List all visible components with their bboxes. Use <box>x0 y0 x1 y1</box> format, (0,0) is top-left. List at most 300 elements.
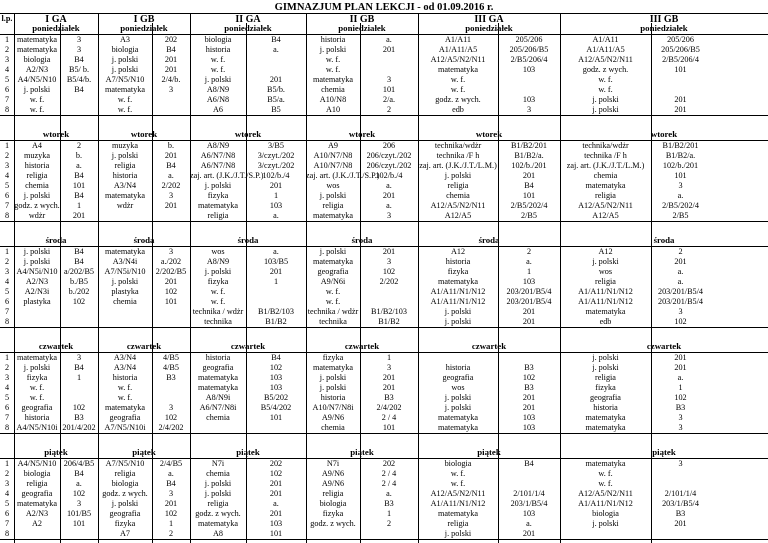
lesson-number: 2 <box>4 257 10 266</box>
room-cell: 201 <box>269 267 283 276</box>
room-cell: B1/B2/a. <box>665 151 696 160</box>
subject-cell: matematyka <box>312 75 353 84</box>
lesson-number: 1 <box>4 459 10 468</box>
subject-cell: religia <box>447 519 469 528</box>
day-label: poniedziałek <box>640 23 688 33</box>
subject-cell: j. polski <box>444 403 472 412</box>
subject-cell: j. polski <box>204 489 232 498</box>
subject-cell: A7/N5/N10 <box>105 75 145 84</box>
subject-cell: A4/N5/N10i <box>16 423 58 432</box>
subject-cell: technika <box>204 317 232 326</box>
subject-cell: j. polski <box>444 529 472 538</box>
room-cell: a. <box>76 161 82 170</box>
subject-cell: w. f. <box>117 95 133 104</box>
room-cell: 101 <box>72 181 86 190</box>
subject-cell: biologia <box>23 469 51 478</box>
subject-cell: j. polski <box>444 317 472 326</box>
subject-cell: A12 <box>450 247 466 256</box>
lesson-number: 4 <box>4 171 10 180</box>
subject-cell: wos <box>326 181 340 190</box>
subject-cell: chemia <box>321 85 345 94</box>
subject-cell: matematyka <box>312 363 353 372</box>
subject-cell: A1/A11/N1/N12 <box>578 297 633 306</box>
subject-cell: A1/A11 <box>592 35 619 44</box>
lesson-number: 5 <box>4 499 10 508</box>
subject-cell: A9 <box>327 141 338 150</box>
subject-cell: A3/N4i <box>112 257 138 266</box>
subject-cell: zaj. art. (J.K./J.T./L.M.) <box>566 161 645 170</box>
subject-cell: j. polski <box>592 519 619 528</box>
subject-cell: w. f. <box>117 393 133 402</box>
room-cell: B4 <box>74 247 84 256</box>
subject-cell: matematyka <box>437 65 478 74</box>
subject-cell: matematyka <box>16 45 57 54</box>
subject-cell: matematyka <box>585 413 626 422</box>
subject-cell: w. f. <box>325 65 341 74</box>
subject-cell: A2/N3 <box>25 277 49 286</box>
day-label: poniedziałek <box>338 23 386 33</box>
room-cell: 201 <box>382 191 396 200</box>
class-header: II GB <box>349 14 375 25</box>
subject-cell: historia <box>445 363 471 372</box>
room-cell: 102/b./4 <box>375 171 403 180</box>
room-cell: 3/czyt./202 <box>257 161 295 170</box>
room-cell: 201 <box>269 181 283 190</box>
room-cell: a. <box>677 191 684 200</box>
room-cell: 102 <box>72 297 86 306</box>
class-header: III GA <box>474 14 504 25</box>
subject-cell: religia <box>114 469 136 478</box>
room-cell: 103 <box>269 201 283 210</box>
room-cell: 1 <box>168 519 174 528</box>
subject-cell: fizyka <box>447 267 469 276</box>
day-bottom-rule <box>0 539 768 540</box>
room-cell: B1/B2/201 <box>662 141 699 150</box>
subject-cell: A10/N8 <box>319 95 347 104</box>
subject-cell: j. polski <box>592 257 619 266</box>
subject-cell: religia <box>595 373 616 382</box>
subject-cell: matematyka <box>16 353 57 362</box>
subject-cell: wos <box>598 267 613 276</box>
subject-cell: A10/N7/N8i <box>312 403 354 412</box>
room-cell: B1/B2 <box>265 317 287 326</box>
room-cell: B4 <box>166 479 176 488</box>
room-cell: 2 / 4 <box>381 413 397 422</box>
room-cell: 1 <box>386 353 392 362</box>
lesson-number: 6 <box>4 403 10 412</box>
subject-cell: wdżr <box>116 201 134 210</box>
day-label: poniedziałek <box>465 23 513 33</box>
subject-cell: fizyka <box>114 519 136 528</box>
subject-cell: w. f. <box>210 297 226 306</box>
subject-cell: N7i <box>211 459 225 468</box>
room-cell: 102 <box>72 489 86 498</box>
room-cell: 3 <box>678 181 683 190</box>
room-cell: 2/B5/206/4 <box>662 55 699 64</box>
room-cell: b./202 <box>68 287 90 296</box>
room-cell: 102 <box>522 373 536 382</box>
lesson-number: 7 <box>4 307 10 316</box>
subject-cell: chemia <box>593 171 618 180</box>
room-cell: 103 <box>522 65 536 74</box>
subject-cell: chemia <box>206 469 230 478</box>
subject-cell: A12/A5/N2/N11 <box>578 55 633 64</box>
subject-cell: matematyka <box>585 307 626 316</box>
room-cell: 103/B5 <box>263 257 289 266</box>
room-cell: 201 <box>522 317 536 326</box>
day-label: czwartek <box>471 341 507 351</box>
room-cell: B3 <box>675 403 686 412</box>
subject-cell: edb <box>599 317 612 326</box>
subject-cell: A1/A11/N1/N12 <box>430 287 486 296</box>
room-cell: B4 <box>74 191 84 200</box>
room-cell: 3 <box>386 363 392 372</box>
class-header: II GA <box>235 14 261 25</box>
subject-cell: wos <box>211 247 225 256</box>
room-cell: 201 <box>164 201 178 210</box>
subject-cell: geografia <box>109 509 141 518</box>
room-cell: 2 <box>386 519 392 528</box>
room-cell: 3 <box>168 247 174 256</box>
room-cell: 4/B5 <box>163 353 179 362</box>
lesson-number: 6 <box>4 509 10 518</box>
lesson-number: 2 <box>4 469 10 478</box>
room-cell: 201 <box>382 247 396 256</box>
room-cell: 2/4/202 <box>158 423 184 432</box>
subject-cell: w. f. <box>598 75 613 84</box>
room-cell: 201 <box>164 151 178 160</box>
subject-cell: biologia <box>23 55 51 64</box>
day-label: środa <box>133 235 155 245</box>
room-cell: B5/4/b. <box>66 75 92 84</box>
room-cell: 2/B5 <box>521 211 537 220</box>
subject-cell: A12/A5/N2/N11 <box>578 489 633 498</box>
room-cell: 201 <box>522 529 536 538</box>
room-cell: 102 <box>72 403 86 412</box>
lesson-number: 4 <box>4 383 10 392</box>
subject-cell: technika / wdżr <box>307 307 359 316</box>
subject-cell: w. f. <box>598 85 613 94</box>
lesson-number: 3 <box>4 479 10 488</box>
subject-cell: fizyka <box>207 191 229 200</box>
room-cell: a. <box>273 247 279 256</box>
day-label: środa <box>478 235 500 245</box>
subject-cell: w. f. <box>325 55 341 64</box>
room-cell: 201 <box>382 383 396 392</box>
subject-cell: religia <box>207 499 229 508</box>
day-bottom-rule <box>0 115 768 116</box>
subject-cell: A3/N4 <box>113 181 137 190</box>
subject-cell: w. f. <box>325 287 341 296</box>
subject-cell: biologia <box>111 45 139 54</box>
day-label: piątek <box>477 447 501 457</box>
room-cell: 3 <box>168 191 174 200</box>
subject-cell: matematyka <box>104 247 145 256</box>
room-cell: 1 <box>76 373 82 382</box>
lesson-number: 6 <box>4 297 10 306</box>
room-cell: b. <box>167 141 175 150</box>
room-cell: 201 <box>522 307 536 316</box>
room-cell: 103 <box>269 519 283 528</box>
subject-cell: w. f. <box>450 85 466 94</box>
lesson-number: 3 <box>4 55 10 64</box>
subject-cell: j. polski <box>111 65 139 74</box>
lesson-number: 7 <box>4 519 10 528</box>
page-title: GIMNAZJUM PLAN LEKCJI - od 01.09.2016 r. <box>274 2 494 13</box>
subject-cell: historia <box>320 393 346 402</box>
lesson-number: 1 <box>4 141 10 150</box>
subject-cell: A1/A11 <box>444 35 472 44</box>
subject-cell: A1/A11/N1/N12 <box>578 287 633 296</box>
day-label: czwartek <box>646 341 682 351</box>
subject-cell: religia <box>595 191 616 200</box>
subject-cell: matematyka <box>16 499 57 508</box>
day-bottom-rule <box>0 433 768 434</box>
lesson-number: 2 <box>4 45 10 54</box>
lesson-number: 2 <box>4 363 10 372</box>
subject-cell: N7i <box>326 459 340 468</box>
room-cell: 2/B5 <box>672 211 689 220</box>
subject-cell: fizyka <box>595 383 616 392</box>
lesson-number: 5 <box>4 181 10 190</box>
subject-cell: A7 <box>119 529 130 538</box>
room-cell: B5 <box>271 105 281 114</box>
subject-cell: geografia <box>109 413 141 422</box>
room-cell: 201 <box>674 105 687 114</box>
subject-cell: chemia <box>206 413 230 422</box>
room-cell: 203/201/B5/4 <box>657 287 704 296</box>
lesson-number: 5 <box>4 287 10 296</box>
day-label: poniedziałek <box>32 23 80 33</box>
room-cell: 201 <box>674 95 687 104</box>
subject-cell: j. polski <box>319 45 347 54</box>
subject-cell: plastyka <box>111 287 139 296</box>
room-cell: 205/206/B5 <box>509 45 549 54</box>
room-cell: 101/B5 <box>66 509 92 518</box>
lesson-number: 2 <box>4 151 10 160</box>
day-label: wtorek <box>234 129 262 139</box>
subject-cell: A8/N9 <box>206 85 230 94</box>
room-cell: 2/202 <box>379 277 399 286</box>
day-label: piątek <box>652 447 676 457</box>
room-cell: 1 <box>273 277 279 286</box>
subject-cell: A1/A11/A5 <box>438 45 478 54</box>
room-cell: 102 <box>269 363 283 372</box>
day-label: piątek <box>350 447 374 457</box>
lesson-number: 5 <box>4 393 10 402</box>
room-cell: 2/101/1/4 <box>513 489 545 498</box>
subject-cell: technika / wdżr <box>192 307 244 316</box>
subject-cell: biologia <box>592 509 619 518</box>
day-label: poniedziałek <box>120 23 168 33</box>
room-cell: b. <box>75 151 83 160</box>
subject-cell: A10 <box>325 105 341 114</box>
subject-cell: fizyka <box>322 353 344 362</box>
subject-cell: w. f. <box>598 479 613 488</box>
room-cell: B5/b. <box>267 85 285 94</box>
lesson-number: 8 <box>4 211 10 220</box>
room-cell: a. <box>677 373 684 382</box>
room-cell: 3 <box>678 459 683 468</box>
subject-cell: historia <box>593 403 618 412</box>
lesson-number: 7 <box>4 413 10 422</box>
subject-cell: j. polski <box>319 191 347 200</box>
room-cell: 2 / 4 <box>381 469 397 478</box>
day-label: poniedziałek <box>224 23 272 33</box>
day-label: wtorek <box>475 129 503 139</box>
subject-cell: religia <box>207 211 229 220</box>
subject-cell: j. polski <box>444 171 472 180</box>
room-cell: B1/B2 <box>378 317 400 326</box>
subject-cell: j. polski <box>204 75 232 84</box>
room-cell: 203/201/B5/4 <box>506 287 552 296</box>
room-cell: a. <box>526 257 532 266</box>
subject-cell: matematyka <box>104 85 145 94</box>
header-top-border <box>0 13 768 14</box>
room-cell: 205/206/B5 <box>661 45 700 54</box>
subject-cell: matematyka <box>585 181 626 190</box>
subject-cell: A12/A5/N2/N11 <box>430 489 486 498</box>
subject-cell: geografia <box>317 267 349 276</box>
day-label: czwartek <box>344 341 380 351</box>
lesson-number: 8 <box>4 529 10 538</box>
room-cell: 101 <box>269 529 283 538</box>
room-cell: 101 <box>269 413 283 422</box>
room-cell: a. <box>526 519 532 528</box>
room-cell: 201 <box>164 277 178 286</box>
subject-cell: religia <box>447 181 469 190</box>
subject-cell: religia <box>114 161 136 170</box>
subject-cell: j. polski <box>111 499 139 508</box>
room-cell: 201 <box>382 45 396 54</box>
room-cell: B4 <box>74 469 84 478</box>
room-cell: 103 <box>269 373 283 382</box>
room-cell: a. <box>677 277 684 286</box>
room-cell: 201 <box>522 171 536 180</box>
room-cell: 1 <box>76 201 82 210</box>
subject-cell: matematyka <box>197 373 238 382</box>
room-cell: 3 <box>168 489 174 498</box>
room-cell: 3 <box>76 35 82 44</box>
subject-cell: A12/A5 <box>592 211 619 220</box>
subject-cell: j. polski <box>23 363 51 372</box>
day-label: wtorek <box>348 129 376 139</box>
room-cell: 201 <box>674 257 687 266</box>
subject-cell: A3/N4 <box>113 363 137 372</box>
subject-cell: A9/N6 <box>321 413 345 422</box>
subject-cell: w. f. <box>210 55 226 64</box>
subject-cell: biologia <box>319 499 347 508</box>
day-bottom-rule <box>0 221 768 222</box>
room-cell: 201 <box>269 509 283 518</box>
subject-cell: j. polski <box>204 181 232 190</box>
room-cell: a. <box>168 469 174 478</box>
room-cell: 4/B5 <box>163 363 179 372</box>
room-divider <box>246 23 247 543</box>
subject-cell: zaj. art. (J.K./J.T./S.P.) <box>306 171 380 180</box>
room-cell: 102 <box>382 267 396 276</box>
subject-cell: A4 <box>31 141 42 150</box>
room-cell: 2 / 4 <box>381 479 397 488</box>
room-cell: b./B5 <box>70 277 88 286</box>
subject-cell: j. polski <box>319 383 347 392</box>
subject-cell: j. polski <box>23 191 51 200</box>
subject-cell: biologia <box>444 459 472 468</box>
room-cell: 2/101/1/4 <box>664 489 697 498</box>
lesson-number: 8 <box>4 105 10 114</box>
room-cell: a./202 <box>160 257 182 266</box>
room-cell: a. <box>273 45 279 54</box>
subject-cell: A4/N5i/N10 <box>16 267 58 276</box>
room-cell: 1 <box>273 191 279 200</box>
subject-cell: fizyka <box>322 509 344 518</box>
room-cell: 201 <box>164 499 178 508</box>
room-cell: 3 <box>76 45 82 54</box>
room-cell: 3/B5 <box>268 141 284 150</box>
class-header: I GA <box>45 14 67 25</box>
lesson-number: 1 <box>4 247 10 256</box>
room-cell: 205/206 <box>515 35 543 44</box>
subject-cell: w. f. <box>325 297 341 306</box>
room-cell: B4 <box>524 459 534 468</box>
room-cell: 203/1/B5/4 <box>662 499 699 508</box>
subject-cell: edb <box>452 105 464 114</box>
room-cell: 2/B5/206/4 <box>510 55 548 64</box>
subject-cell: historia <box>112 171 138 180</box>
room-cell: 206/czyt./202 <box>366 151 412 160</box>
room-divider <box>498 23 499 543</box>
room-cell: B4 <box>74 55 84 64</box>
room-cell: 103 <box>522 509 536 518</box>
room-cell: 2/202/B5 <box>155 267 187 276</box>
subject-cell: historia <box>205 353 231 362</box>
day-label: środa <box>237 235 259 245</box>
subject-cell: matematyka <box>437 413 478 422</box>
subject-cell: j. polski <box>23 247 51 256</box>
subject-cell: wos <box>451 383 465 392</box>
room-cell: 201 <box>522 403 536 412</box>
subject-cell: religia <box>26 479 48 488</box>
room-cell: 102 <box>164 413 178 422</box>
day-label: czwartek <box>38 341 74 351</box>
subject-cell: historia <box>24 161 50 170</box>
subject-cell: geografia <box>590 393 621 402</box>
room-cell: B3 <box>166 373 176 382</box>
subject-cell: A3 <box>119 35 130 44</box>
room-cell: a. <box>386 181 392 190</box>
subject-cell: j. polski <box>23 85 51 94</box>
subject-cell: religia <box>595 277 616 286</box>
room-cell: a. <box>386 201 392 210</box>
room-cell: 3 <box>168 85 174 94</box>
room-cell: a. <box>386 489 392 498</box>
class-divider <box>560 13 561 543</box>
room-cell: 2/4/b. <box>161 75 181 84</box>
subject-cell: A12/A5/N2/N11 <box>578 201 633 210</box>
subject-cell: j. polski <box>444 393 472 402</box>
subject-cell: religia <box>322 201 344 210</box>
subject-cell: A10/N7/N8 <box>313 161 353 170</box>
room-cell: 101 <box>522 191 536 200</box>
room-cell: B4 <box>271 353 281 362</box>
subject-cell: matematyka <box>16 35 57 44</box>
room-cell: 102 <box>674 317 687 326</box>
subject-cell: w. f. <box>29 383 45 392</box>
subject-cell: geografia <box>202 363 234 372</box>
subject-cell: A8 <box>212 529 223 538</box>
room-divider <box>152 23 153 543</box>
room-cell: 3 <box>386 257 392 266</box>
